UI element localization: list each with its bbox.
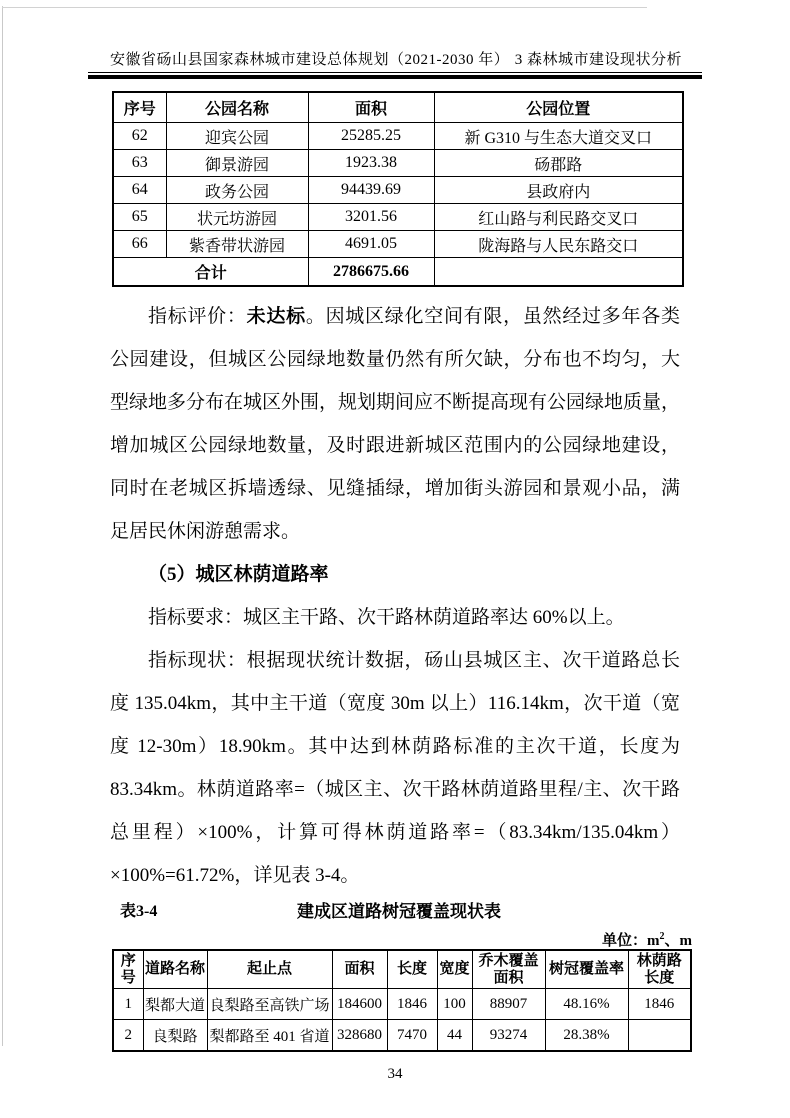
road-table-caption: [110, 899, 688, 925]
road-cell-length: 7470: [387, 1020, 437, 1052]
park-total-label: 合计: [113, 258, 308, 287]
road-header-canopy-rate: 树冠覆盖率: [545, 950, 628, 989]
eval-suffix: 。因城区绿化空间有限，虽然经过多年各类: [305, 306, 680, 327]
table-label: 表3-4: [120, 903, 158, 920]
section-heading: （5）城区林荫道路率: [148, 564, 329, 585]
park-cell-location: 陇海路与人民东路交口: [434, 231, 683, 258]
road-table: [112, 949, 692, 1052]
road-header-width: 宽度: [437, 950, 472, 989]
road-cell-shaded-length: 1846: [628, 989, 691, 1020]
road-header-length: 长度: [387, 950, 437, 989]
scan-edge-top: [2, 7, 647, 8]
road-header-tree-cover-area: 乔木覆盖面积: [472, 950, 545, 989]
road-cell-endpoints: 良梨路至高铁广场: [207, 989, 332, 1020]
park-table-header-name: 公园名称: [166, 92, 308, 123]
paragraph-status: [110, 639, 680, 897]
park-cell-area: 94439.69: [308, 177, 434, 204]
table-row: [113, 177, 683, 204]
road-cell-endpoints: 梨都路至 401 省道: [207, 1020, 332, 1052]
park-cell-area: 25285.25: [308, 123, 434, 150]
road-cell-name: 良梨路: [143, 1020, 207, 1052]
paragraph-line: [110, 295, 680, 338]
park-cell-area: 1923.38: [308, 150, 434, 177]
park-cell-location: 红山路与利民路交叉口: [434, 204, 683, 231]
paragraph-line: 足居民休闲游憩需求。: [110, 521, 301, 542]
park-total-location: [434, 258, 683, 287]
paragraph-line: 总里程）×100%，计算可得林荫道路率=（83.34km/135.04km）: [110, 822, 680, 843]
header-rule-thin: [88, 72, 702, 73]
paragraph-requirement: [110, 596, 680, 639]
park-table-total-row: [113, 258, 683, 287]
paragraph-line: 指标要求：城区主干路、次干路林荫道路率达 60%以上。: [148, 607, 625, 628]
road-header-shaded-length: 林荫路长度: [628, 950, 691, 989]
paragraph-line: 83.34km。林荫道路率=（城区主、次干路林荫道路里程/主、次干路: [110, 779, 680, 800]
road-cell-length: 1846: [387, 989, 437, 1020]
park-total-area: 2786675.66: [308, 258, 434, 287]
road-cell-canopy-rate: 48.16%: [545, 989, 628, 1020]
park-cell-area: 4691.05: [308, 231, 434, 258]
eval-verdict: 未达标: [246, 306, 306, 327]
paragraph-line: 同时在老城区拆墙透绿、见缝插绿，增加街头游园和景观小品，满: [110, 478, 680, 499]
park-cell-seq: 63: [113, 150, 166, 177]
road-cell-seq: 1: [113, 989, 143, 1020]
road-cell-tree-cover-area: 93274: [472, 1020, 545, 1052]
park-cell-seq: 64: [113, 177, 166, 204]
park-cell-seq: 66: [113, 231, 166, 258]
park-cell-location: 新 G310 与生态大道交叉口: [434, 123, 683, 150]
park-cell-name: 紫香带状游园: [166, 231, 308, 258]
park-cell-name: 状元坊游园: [166, 204, 308, 231]
road-cell-width: 44: [437, 1020, 472, 1052]
table-row: [113, 204, 683, 231]
header-right-section: 3 森林城市建设现状分析: [514, 52, 682, 68]
table-unit-note: [0, 925, 692, 949]
road-cell-area: 184600: [332, 989, 387, 1020]
page-header: [110, 0, 682, 69]
header-rule: [88, 72, 702, 79]
park-cell-area: 3201.56: [308, 204, 434, 231]
road-header-endpoints: 起止点: [207, 950, 332, 989]
paragraph-line: 指标现状：根据现状统计数据，砀山县城区主、次干道路总长: [148, 650, 680, 671]
park-cell-location: 砀郡路: [434, 150, 683, 177]
road-cell-seq: 2: [113, 1020, 143, 1052]
unit-superscript: 2: [659, 931, 665, 942]
table-title: 建成区道路树冠覆盖现状表: [297, 902, 501, 921]
park-cell-seq: 65: [113, 204, 166, 231]
park-table-header-row: [113, 92, 683, 123]
park-table-header-seq: 序号: [113, 92, 166, 123]
unit-prefix: 单位：m: [602, 933, 660, 949]
paragraph-line: 型绿地多分布在城区外围，规划期间应不断提高现有公园绿地质量，: [110, 392, 681, 413]
paragraph-line: 增加城区公园绿地数量，及时跟进新城区范围内的公园绿地建设，: [110, 435, 680, 456]
table-row: [113, 989, 691, 1020]
park-cell-seq: 62: [113, 123, 166, 150]
road-header-name: 道路名称: [143, 950, 207, 989]
road-header-area: 面积: [332, 950, 387, 989]
unit-suffix: 、m: [664, 933, 692, 949]
park-table-header-location: 公园位置: [434, 92, 683, 123]
road-cell-canopy-rate: 28.38%: [545, 1020, 628, 1052]
paragraph-line: 度 135.04km，其中主干道（宽度 30m 以上）116.14km，次干道（宽: [110, 693, 680, 714]
scan-edge-left: [2, 6, 3, 1046]
park-cell-name: 迎宾公园: [166, 123, 308, 150]
park-cell-location: 县政府内: [434, 177, 683, 204]
page-number: 34: [387, 1066, 403, 1082]
header-left-title: 安徽省砀山县国家森林城市建设总体规划（2021-2030 年）: [110, 52, 510, 68]
road-table-header-row: [113, 950, 691, 989]
table-row: [113, 150, 683, 177]
table-row: [113, 123, 683, 150]
paragraph-line: 度 12-30m）18.90km。其中达到林荫路标准的主次干道，长度为: [110, 736, 680, 757]
eval-prefix: 指标评价：: [148, 306, 247, 327]
header-rule-thick: [88, 75, 702, 79]
park-cell-name: 御景游园: [166, 150, 308, 177]
paragraph-line: 公园建设，但城区公园绿地数量仍然有所欠缺，分布也不均匀，大: [110, 349, 680, 370]
table-row: [113, 231, 683, 258]
road-cell-shaded-length: [628, 1020, 691, 1052]
road-cell-tree-cover-area: 88907: [472, 989, 545, 1020]
road-cell-area: 328680: [332, 1020, 387, 1052]
park-cell-name: 政务公园: [166, 177, 308, 204]
park-table: [112, 91, 684, 287]
road-cell-name: 梨都大道: [143, 989, 207, 1020]
paragraph-evaluation: [110, 295, 680, 553]
road-cell-width: 100: [437, 989, 472, 1020]
park-table-header-area: 面积: [308, 92, 434, 123]
paragraph-line: ×100%=61.72%，详见表 3-4。: [110, 865, 360, 886]
road-header-seq: 序号: [113, 950, 143, 989]
table-row: [113, 1020, 691, 1052]
